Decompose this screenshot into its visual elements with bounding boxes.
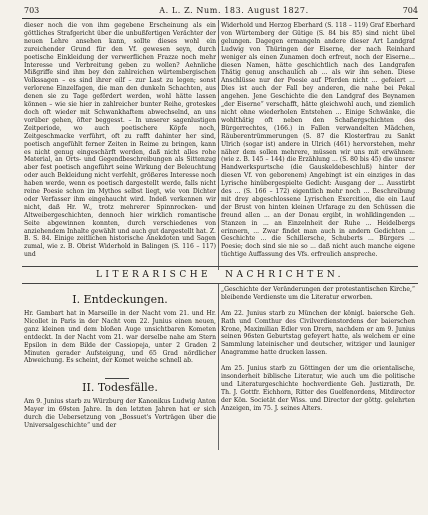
band-title-right: NACHRICHTEN. — [225, 270, 345, 280]
upper-right-column — [221, 22, 415, 269]
running-title: A. L. Z. Num. 183. August 1827. — [159, 6, 309, 15]
column-divider-lower — [218, 284, 219, 450]
column-divider-upper — [218, 20, 219, 270]
upper-left-text: dieser noch die von ihm gegebene Erscheinung als ein göttliches Strafgericht über die unbußfertigen Verächter der neuen Lehre ansehen kann, sollte dieses wohl ein zureichender Grund für den Vf. gewesen seyn, durch poetische Einkleidung der verwerflichen Frazze noch mehr Interesse und Verbreitung geben zu wollen? Aehnliche Mißgriffe sind ihm bey den zahlreichen würtembergischen Volkssagen – es sind ihrer eilf – zur Last zu legen; sonst verlorene Einzelfagen, die man den dunkeln Schachten, aus denen sie zu Tage gefördert werden, wohl hätte lassen können – wie sie hier in zahlreicher bunter Reihe, groteskes doch oft wieder mit Schwankhaftem abwechselnd, an uns vorüber gehen, öfter beggesst. – In unserer sagenlustigen Zeitperiode, wo auch poetischere Köpfe noch, Zeitgeschmacke verführt, oft zu rafft dahinter her sind, poetisch angefühlt ferner Zeiten in Reime zu bringen, kann es nicht genug eingeschärft werden, daß nicht alles rohe Material, an Orts- und Gegendbeschreibungen als Sittenzug aber fest poetisch angeführt seine Wirkung der Beleuchtung oder auch Bekleidung nicht verfehlt, größeres Interesse noch haben werde, wenn es poetisch dargestellt werde, falls nicht reine Poesie schon im Mythos selbst liegt, wie von Dichter oder Verfasser ihm eingehaucht wird. Indeß verkennen wir nicht, daß Hr. W., trotz mehrerer Spinnrocken- und Altweibergeschichten, dennoch hier wirklich romantische Seite abgewinnen konnten, durch verschiedenes von anziehendem Inhalte gewählt und auch gut dargestellt hat. Z. B. S. 84. Einige zeitlichen historische Anekdoten und Sagen zumal, wie z. B. Obrist Widerhold in Balingen (S. 116 – 117) und — [24, 22, 216, 259]
band-rule-bottom — [22, 283, 418, 284]
page-number-left: 703 — [24, 6, 40, 15]
deaths-paragraph: Am 9. Junius starb zu Würzburg der Kanonikus Ludwig Anton Mayer im 69sten Jahre. In den letzten Jahren hat er sich durch die Uebersetzung von „Bossuet's Vorträgen über die Universalgeschichte“ und der — [24, 398, 216, 429]
discoveries-text — [24, 310, 216, 376]
upper-left-column — [24, 22, 216, 269]
upper-right-text: Widerhold und Herzog Eberhard (S. 118 – 119) Graf Eberhard von Würtemberg der Gütige (S. 84 bis 85) sind nicht übel gelungen. Dagegen ermangeln andere dieser Art Landgraf Ludwig von Thüringen der Eiserne, der nach Reinhard weniger als einen Zunamen doch erfreut, noch der Eiserne... diesen Namen, hätte geschichtlich nach des Landgrafen Thätig genug anschaulich ab ... als wir ihn sehen. Diese Anschlüsse nur der Poesie auf Pferden nicht ... gefeiert ... Dies ist auch der Fall bey anderen, die nahe bei Pekal angehen. Jene Geschichte die den Landgraf des Beynamen „der Eiserne“ verschafft, hätte gleichwohl auch, und ziemlich nicht ohne wiederholen Entstehen ... Einige Schwänke, die wohlthätig oft neben den Schaßergschichten des Bürgerrechtes, (166.) in Fallen verwandelten Mädchen, Räuberentrümmerungen (S. 87 die Klosterfrau zu Sankt Ulrich (sogar ist) andere in Ulrich (461) hervorstehen, mehr näher dem sollen mehrere, müssen wir uns mit erwähnen: (wie z. B. 145 – 144) die Erzählung ... (S. 80 bis 45) die unsrer Handwerkspurtsche (die Gauskeldebeschluß) hinter der diesen Vf. von geborenem) Angebingt ist ein einziges in das Lyrische hinübergespielte Gedicht: Ausgang der ... Ausstirbt des ... (S. 166 – 172) eigentlich mehr noch ... Beschreibung mit drey abgeschlossene Lyrischen Exercition, die ein Lauf der Brust von hinten kleinen Urfarage zu den Schüssen die freund allen ... an der Donau ergibt, in wohlklingenden ... Stanzen in ... an Einzelnheit der Ruhe ... Heidelbergs erinnern, ... Zwar findet man auch in andern Gedichten ... Geschichte ... die Schillersche, Schuberts ... Bürgers ... Poesie; doch sind sie nie so ... daß nicht auch manche eigene tüchtige Auffassung des Vfs. erfreulich anspreche. — [221, 22, 415, 259]
band-rule-top — [22, 266, 418, 267]
band-title-left: LITERARISCHE — [95, 270, 212, 280]
section-heading-discoveries: I. Entdeckungen. — [72, 293, 168, 306]
header-rule — [22, 18, 418, 19]
page-number-right: 704 — [402, 6, 418, 15]
page-header — [24, 5, 418, 17]
section-divider — [105, 378, 129, 379]
section-band-title — [22, 268, 418, 282]
deaths-text — [24, 398, 216, 448]
discoveries-paragraph: Hr. Gambart hat in Marseille in der Nacht vom 21. und Hr. Nicollet in Paris in der Nacht vom 22. Junius einen neuen, ganz kleinen und dem bloßen Auge unsichtbaren Kometen entdeckt. In der Nacht vom 21. war derselbe nahe am Stern Epsilon in dem Bilde der Cassiopeja, unter 2 Graden 2 Minuten gerader Aufsteigung, und 65 Grad nördlicher Abweichung. Es scheint, der Komet weiche schnell ab. — [24, 310, 216, 365]
lower-right-text: „Geschichte der Veränderungen der protestantischen Kirche,“ bleibende Verdienste um die Literatur erworben. Am 22. Junius starb zu München der königl. baiersche Geh. Rath und Comthur des Civilverdienstordens der baierschen Krone, Maximilian Edler von Drern, nachdem er am 9. Junius seinen 96sten Geburtstag gefeyert hatte, als welchem er eine Sammlung lateinischer und deutscher, witziger und launiger Anagramme hatte drucken lassen. Am 25. Junius starb zu Göttingen der um die orientalische, insonderheit biblische Literatur, wie auch um die politische und Literaturgeschichte hochverdiente Geh. Justizrath, Dr. Th. J. Gottfr. Eichhorn, Ritter des Guelfenordens, Mitdirector der Kön. Societät der Wiss. und Director der göttg. gelehrten Anzeigen, im 75. J. seines Alters. — [221, 286, 415, 412]
section-heading-deaths: II. Todesfälle. — [82, 381, 158, 394]
lower-right-column — [221, 286, 415, 466]
